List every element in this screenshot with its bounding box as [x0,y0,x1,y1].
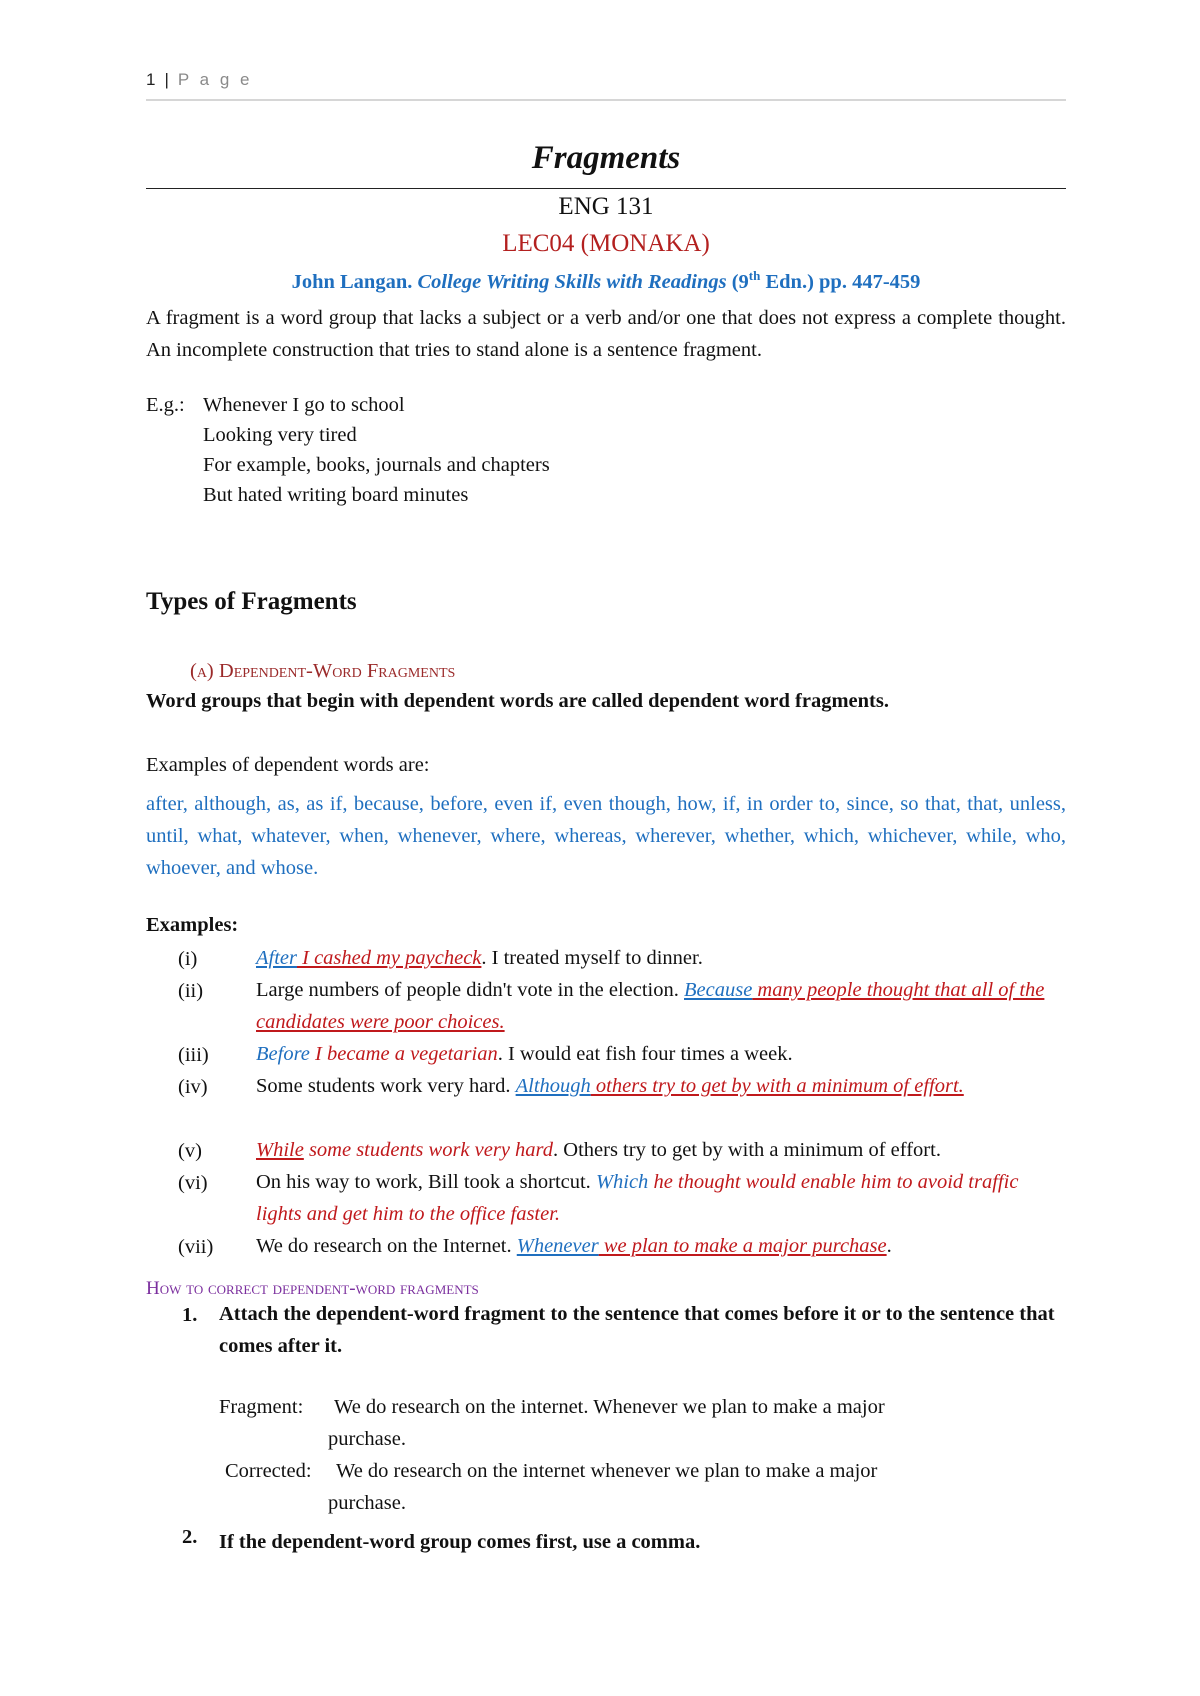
lecture-code: LEC04 (MONAKA) [502,230,710,257]
fragment-text: I cashed my paycheck [297,947,482,969]
eg-line-2: Looking very tired [203,424,357,446]
example-number: (iii) [178,1044,209,1066]
reference-line [146,268,1066,294]
example-item [256,1166,1066,1230]
example-text: On his way to work, Bill took a shortcut. [256,1171,596,1193]
corrected-line-2: purchase. [328,1492,406,1514]
types-heading: Types of Fragments [146,588,357,615]
title-rule [146,188,1066,189]
example-text: . I would eat fish four times a week. [497,1043,793,1065]
dependent-word: Whenever [516,1235,599,1257]
example-text: We do research on the Internet. [256,1235,517,1257]
fragment-text: many people thought that all of the candidates were poor choices. [256,979,1045,1033]
example-number: (vii) [178,1236,214,1258]
eg-line-4: But hated writing board minutes [203,484,469,506]
dependent-word-list: after, although, as, as if, because, before, even if, even though, how, if, in order to, since, so that, that, unless, until, what, whatever, when, whenever, where, whereas, wherever, whether, which, whichever, while, who, whoever, and whose. [146,793,1066,879]
header-rule [146,99,1066,101]
fragment-text: I became a vegetarian [309,1043,498,1065]
eg-line-3: For example, books, journals and chapters [203,454,550,476]
definition-paragraph: A fragment is a word group that lacks a subject or a verb and/or one that does not express a complete thought. An incomplete construction that tries to stand alone is a sentence fragment. [146,307,1066,361]
header-separator: | [164,70,172,89]
reference-edition-close: Edn.) pp. 447-459 [765,270,921,293]
example-item [256,974,1066,1038]
dependent-word: Although [515,1075,591,1097]
page-label: P a g e [177,70,253,89]
reference-book: College Writing Skills with Readings [417,270,727,293]
corrected-line-1: We do research on the internet whenever we plan to make a major [336,1460,878,1482]
course-code: ENG 131 [558,193,654,220]
reference-edition-open: (9 [731,270,749,293]
fragment-line-1: We do research on the internet. Whenever we plan to make a major [334,1396,885,1418]
fragment-text: some students work very hard [303,1139,554,1161]
section-a-label: (a) Dependent-Word Fragments [190,660,456,682]
step-1-text: Attach the dependent-word fragment to the sentence that comes before it or to the sentence that comes after it. [219,1303,1055,1357]
eg-line-1: Whenever I go to school [203,394,405,416]
dependent-word: Because [684,979,753,1001]
example-number: (iv) [178,1076,208,1098]
example-number: (i) [178,948,198,970]
fragment-text: others try to get by with a minimum of effort. [590,1075,964,1097]
reference-author: John Langan. [291,270,413,293]
dependent-word: While [256,1139,304,1161]
page-number: 1 [146,70,159,89]
example-text: Some students work very hard. [256,1075,516,1097]
example-text: . [886,1235,892,1257]
dependent-word: After [256,947,297,969]
example-item [256,1038,1066,1070]
example-item [256,1134,1066,1166]
examples-intro: Examples of dependent words are: [146,754,430,776]
section-a-definition: Word groups that begin with dependent words are called dependent word fragments. [146,690,889,712]
fragment-label: Fragment: [219,1396,304,1418]
example-item [256,1230,1066,1262]
eg-label: E.g.: [146,394,185,416]
corrected-label: Corrected: [225,1460,312,1482]
step-2-number: 2. [182,1526,198,1548]
fragment-text: he thought would enable him to avoid traffic lights and get him to the office faster. [256,1171,1019,1225]
step-2-text: If the dependent-word group comes first, use a comma. [219,1531,701,1553]
howto-heading: How to correct dependent-word fragments [146,1278,479,1299]
example-number: (v) [178,1140,202,1162]
example-item [256,942,1066,974]
example-text: . Others try to get by with a minimum of effort. [553,1139,941,1161]
step-1-number: 1. [182,1304,198,1326]
example-item [256,1070,1066,1102]
example-text: Large numbers of people didn't vote in the election. [256,979,684,1001]
fragment-text: we plan to make a major purchase [598,1235,887,1257]
example-number: (ii) [178,980,204,1002]
dependent-word: Which [595,1171,649,1193]
examples-heading: Examples: [146,914,239,936]
example-number: (vi) [178,1172,208,1194]
page-header [146,70,1066,90]
reference-edition-sup: th [748,268,761,283]
document-title: Fragments [531,140,681,176]
dependent-word: Before [256,1043,310,1065]
example-text: . I treated myself to dinner. [481,947,703,969]
fragment-line-2: purchase. [328,1428,406,1450]
